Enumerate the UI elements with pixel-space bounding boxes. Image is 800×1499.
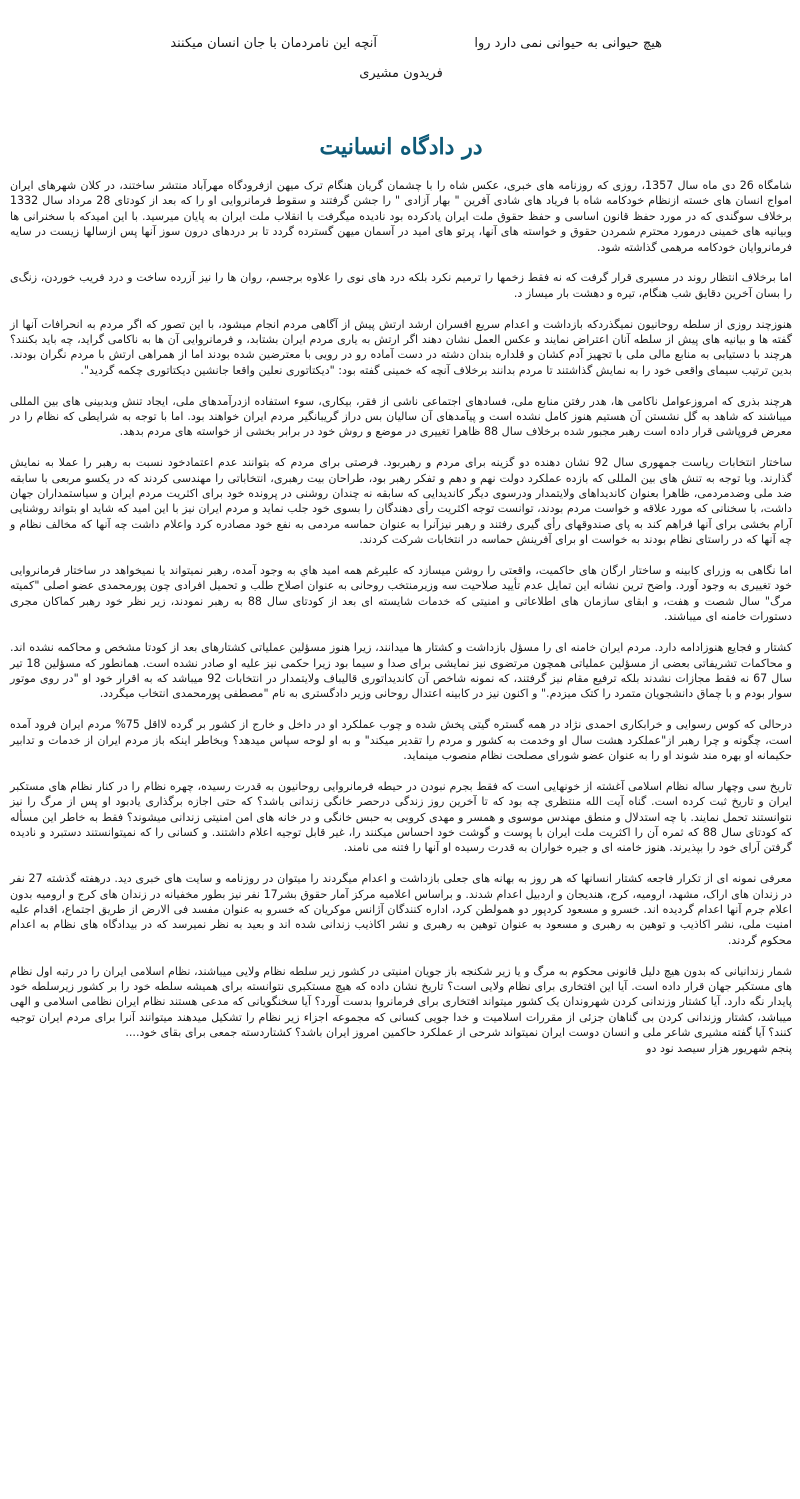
paragraph-7: کشتار و فجایع هنوزادامه دارد. مردم ایران خامنه ای را مسؤل بازداشت و کشتار ها میدانند، زیرا هنوز مسؤلین عملیاتی کشتارهای بعد از کودتا مشخص و محاکمه نشده اند. و محاکمات تشریفاتی بعضی از مسؤلین عملیاتی همچون مرتضوی نیز نمایشی برای صدا و سیما بود زیرا حکمی نیز علیه او صادر نشده است. همانطور که مسؤلین 18 تیر سال 67 نه فقط مجازات نشدند بلکه ترفیع مقام نیز گرفتند، که نمونه شاخص آن کاندیداتوری قالیباف ولایتمدار در انتخابات 92 میباشد که به اقرار خود او "در روی موتور سوار بودم و با چماق دانشجویان متمرد را کتک میزدم." و اکنون نیز در کابینه اعتدال روحانی وزیر دادگستری به نام "مصطفی پورمحمدی انتخاب میگردد. (10, 641, 793, 701)
epigraph-poet: فریدون مشیری (359, 66, 443, 81)
paragraph-8: درحالی که کوس رسوایی و خرابکاری احمدی نژاد در همه گستره گیتی پخش شده و چوب عملکرد او در داخل و خارج از کشور بر گرده لااقل 75% مردم ایران فرود آمده است، چگونه و چرا رهبر از"عملکرد هشت سال او وخدمت به کشور و مردم را تقدیر میکند" و به او لوحه سپاس میدهد؟ وبخاطر اینکه باز مردم ایران از خدمات و تدابیر حکیمانه او بهره مند شوند او را به عنوان عضو شورای مصلحت نظام منصوب مینماید. (10, 718, 793, 762)
article-date: پنجم شهریور هزار سیصد نود دو (646, 1041, 792, 1055)
paragraph-1: شامگاه 26 دی ماه سال 1357، روزی که روزنامه های خبری، عکس شاه را با چشمان گریان هنگام ترک میهن ازفرودگاه مهرآباد منتشر ساختند، در کلان شهرهای ایران امواج انسان های خسته ازنظام خودکامه شاه با فریاد های شادی آفرین " بهار آزادی " را جشن گرفتند و سقوط فرمانروایی او را که بعد از کودتای 28 مرداد سال 1332 برخلاف سوگندی که در مورد حفظ قانون اساسی و حفظ حقوق ملت ایران یادکرده بود نادیده میگرفت با انقلاب ملت ایران به پایان میرسید. با این امیدکه با سخنرانی ها وبیانیه های خمینی درمورد محترم شمردن حقوق و خواسته های آنها، پرتو های امید در آسمان میهن گسترده گردد تا بر دردهای درون سوز آنها پس ازسالها زیست در سایه فرمانروایان خودکامه مرهمی گذاشته شود. (10, 179, 792, 254)
article-body (10, 178, 792, 1056)
paragraph-9: تاریخ سی وچهار ساله نظام اسلامی آغشته از خونهایی است که فقط بجرم نبودن در حیطه فرمانروایی روحانیون به قدرت رسیده، چهره نظام را در کنار نظام های مستکبر ایران و تاریخ ثبت کرده است. گناه آیت الله منتظری چه بود که تا آخرین روز زندگی درحصر خانگی زندانی باشد؟ که حتی اجازه برگذاری یادبود او پس از مرگ را نیز نتوانستند تحمل نمایند. با چه استدلال و منطق مهندس موسوی و همسر و مهدی کروبی به حبس خانگی و در خانه های امن امنیتی زندانی میشوند؟ فقط به خاطر این مسأله که کودتای سال 88 که ثمره آن را اکثریت ملت ایران با پوست و گوشت خود احساس میکنند را، غیر قابل توجیه اعلام داشتند. و کسانی را که نمیتوانستند دستبرد و نادیده گرفتن آرای خود را بپذیرند. هنوز خامنه ای و جیره خواران به قدرت رسیده او آنها را فتنه می نامند. (10, 779, 792, 855)
paragraph-11: شمار زندانیانی که بدون هیچ دلیل قانونی محکوم به مرگ و یا زیر شکنجه باز جویان امنیتی در کشور زیر سلطه نظام ولایی میباشند، نظام اسلامی ایران را در رتبه اول نظام های مستکبر جهان قرار داده است. آیا این افتخاری برای نظام ولایی است؟ تاریخ نشان داده که هیچ مستکبری نتوانسته برای همیشه سلطه خود را بر کشور زیرسلطه خود پایدار نگه دارد. آیا کشتار وزندانی کردن شهروندان یک کشور میتواند افتخاری برای فرمانروا بدست آورد؟ آیا سخنگویانی که مدعی هستند نظام ایران نظامی اسلامی و الهی میباشد، کشتار وزندانی کردن بی گناهان جزئی از مقررات اسلامیت و خدا جویی کسانی که مجموعه اجزاء زیر نظام را تشکیل میدهند میتوانند آنرا برای مردم ایران توجیه کنند؟ آیا گفته مشیری شاعر ملی و انسان دوست ایران نمیتواند شرحی از عملکرد حاکمین امروز ایران باشد؟ کشتاردسته جمعی برای بقای خود.... (10, 964, 792, 1040)
epigraph-line-2: آنچه این نامردمان با جان انسان میکنند (170, 36, 377, 51)
paragraph-4: هرچند بذری که امروزعوامل ناکامی ها، هدر رفتن منابع ملی، فسادهای اجتماعی ناشی از فقر، بیکاری، سوء استفاده ازدرآمدهای ملی، ایجاد تنش وبدبینی های بین المللی میباشند که شاهد به گل نشستن آن هستیم هنوز کامل نشده است و پیآمدهای آن سالیان بس دراز گریبانگیر مردم ایران خواهند بود. اما با توجه به شرایطی که نظام را در معرض فروپاشی قرار داده است رهبر مجبور شده برخلاف سال 88 ظاهرا تغییری در موضع و روش خود در برابر بخشی از خواسته های مردم بدهد. (10, 394, 792, 439)
paragraph-6: اما نگاهی به وزرای کابینه و ساختار ارگان های حاکمیت، واقعتی را روشن میسازد که علیرغم همه امید هاي به وجود آمده، رهبر نمیتواند یا نمیخواهد در ساختار فرمانروایی خود تغییری به وجود آورد. واضح ترین نشانه این تمایل عدم تأیید صلاحیت سه وزیرمنتخب روحانی به عنوان اصلاح طلب و تحمیل افرادی چون پورمحمدی عضو اصلی "کمیته مرگ" سال شصت و هفت، و ابقای سازمان های اطلاعاتی و امنیتی که خدمات شایسته ای بعد از کودتای سال 88 به رهبر نمودند، زیر نظر خود رهبر کماکان مجری دستورات خامنه ای میباشند. (10, 564, 792, 624)
paragraph-5: ساختار انتخابات ریاست جمهوری سال 92 نشان دهنده دو گزینه برای مردم و رهبربود. فرصتی برای مردم که بتوانند عدم اعتمادخود نسبت به رهبر را عملا به نمایش گذارند. وبا توجه به تنش های بین المللی که بازده عملکرد دولت نهم و دهم و تفکر رهبر بود، طراحان بیت رهبری، انتخاباتی را مهندسی کردند که در یکسو مربعی با سابقه ضد ملی وضدمردمی، ظاهرا بعنوان کاندیداهای ولایتمدار ودرسوی دیگر کاندیدایی که سابقه نه چندان روشنی در پرونده خود برای اکثریت مردم ایران و سیاستمداران جهان داشت، با سخنانی که مورد علاقه و خواست مردم بودند، توانست توجه اکثریت رأی دهندگان را بسوی خود جلب نماید و مردم ایران نیز با این امید که شاید او بتواند روشنایی آرام بخشی برای آنها فراهم کند به پای صندوقهای رأی گیری رفتند و رهبر نیزآنرا به عنوان حماسه مردمی به نفع خود مصادره کرد واعلام داشت چه آنها که مخالف نظام و چه آنها که در راستای نظام بودند به خواست او برای آفرینش حماسه در انتخابات شرکت کردند. (10, 456, 792, 547)
paragraph-2: اما برخلاف انتظار روند در مسیری قرار گرفت که نه فقط زخمها را ترمیم نکرد بلکه درد های نوی را علاوه برجسم، روان ها را نیز آزرده ساخت و درد فریب خوردن، زنگ‌ی را بسان آخرین دقایق شب هنگام، تیره و دهشت بار میساز د. (10, 271, 792, 300)
article-title: در دادگاه انسانیت (319, 134, 483, 160)
epigraph-line-1: هیچ حیوانی به حیوانی نمی دارد روا (474, 36, 662, 51)
paragraph-3: هنوزچند روزی از سلطه روحانیون نمیگذردکه بازداشت و اعدام سریع افسران ارشد ارتش پیش از آگاهی مردم انجام میشود، با این تصور که اگر مردم به انحرافات آنها از گفته ها و بیانیه های پیش از سلطه آنان اعتراض نمایند و عکس العمل نشان دهند اگر ارتش به یاری مردم ایران بشتابد، و فرمانروایی آن ها به ناکامی گراید، چه باید بکنند؟ هرچند با دستیابی به منابع مالی ملی با تجهیز آدم کشان و قلداره بندان دشته در دست آماده رو در رویی با معترضین شده بودند اما از همراهی ارتش با مردم نگران بودند. بدین ترتیب سیمای واقعی خود را به نمایش گذاشتند تا مردم بدانند برخلاف آنچه که خمینی گفته بود: "دیکتاتوری نعلین واقعا جانشین دیکتاتوری چکمه گردید". (10, 317, 792, 377)
paragraph-10: معرفی نمونه ای از تکرار فاجعه کشتار انسانها که هر روز به بهانه های جعلی بازداشت و اعدام میگردند را میتوان در روزنامه و سایت های خبری دید. درهفته گذشته 27 نفر در زندان های اراک، مشهد، ارومیه، کرج، هندیجان و اردبیل اعدام شدند. و براساس اعلامیه مرکز آمار حقوق بشر17 نفر نیز بطور مخفیانه در زندان های کرج و ارومیه بدون اعلام جرم آنها اعدام گردیده اند. خسرو و مسعود کردپور دو همولطن کرد، اداره کنندگان آژانس موکریان که خسرو به عنوان مفسد فی الارض از طریق اجتماع، اقدام علیه امنیت ملی، نشر اکاذیب و توهین به رهبری و مسعود به عنوان توهین به رهبری و نشر اکاذیب زندانی شده اند و بعید به نظر نمیرسد که در بیدادگاه های نظام به اعدام محکوم گردند. (10, 872, 792, 947)
epigraph-poem (10, 36, 792, 58)
